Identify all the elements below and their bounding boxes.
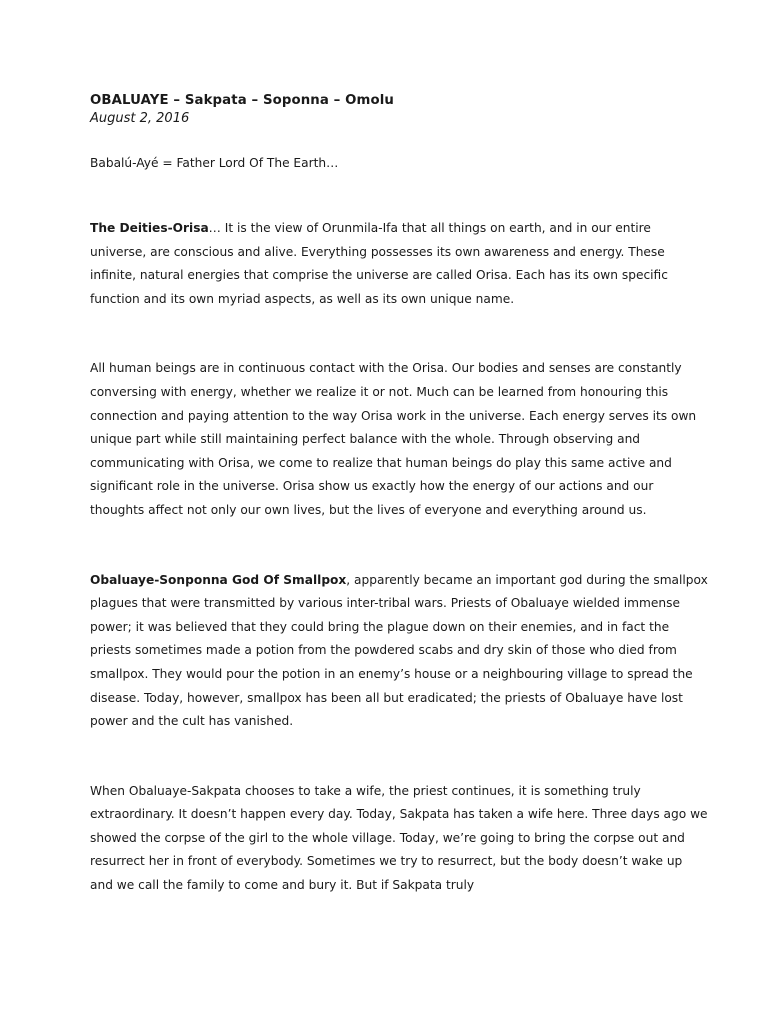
- paragraph-god-of-smallpox: [90, 569, 708, 734]
- paragraph-lead: The Deities-Orisa: [90, 221, 209, 235]
- paragraph-text: , apparently became an important god during the smallpox plagues that were transmitted by various inter-tribal wars. Priests of Obaluaye wielded immense power; it was believed that they could bring the plague down on their enemies, and in fact the priests sometimes made a potion from the powdered scabs and dry skin of those who died from smallpox. They would pour the potion in an enemy’s house or a neighbouring village to spread the disease. Today, however, smallpox has been all but eradicated; the priests of Obaluaye have lost power and the cult has vanished.: [90, 572, 708, 729]
- paragraph-deities-orisa: [90, 217, 708, 311]
- paragraph-lead: Obaluaye-Sonponna God Of Smallpox: [90, 572, 347, 587]
- document-date: August 2, 2016: [90, 111, 190, 126]
- paragraph-text: … It is the view of Orunmila-Ifa that all things on earth, and in our entire universe, are conscious and alive. Everything possesses its own awareness and energy. These infinite, natural energies that comprise the universe are called Orisa. Each has its own specific function and its own myriad aspects, as well as its own unique name.: [90, 221, 668, 306]
- document-title: OBALUAYE – Sakpata – Soponna – Omolu: [90, 93, 394, 108]
- paragraph-text: When Obaluaye-Sakpata chooses to take a wife, the priest continues, it is something truly extraordinary. It doesn’t happen every day. Today, Sakpata has taken a wife here. Three days ago we showed the corpse of the girl to the whole village. Today, we’re going to bring the corpse out and resurrect her in front of everybody. Sometimes we try to resurrect, but the body doesn’t wake up and we call the family to come and bury it. But if Sakpata truly: [90, 783, 708, 893]
- paragraph-text: All human beings are in continuous contact with the Orisa. Our bodies and senses are constantly conversing with energy, whether we realize it or not. Much can be learned from honouring this connection and paying attention to the way Orisa work in the universe. Each energy serves its own unique part while still maintaining perfect balance with the whole. Through observing and communicating with Orisa, we come to realize that human beings do play this same active and significant role in the universe. Orisa show us exactly how the energy of our actions and our thoughts affect not only our own lives, but the lives of everyone and everything around us.: [90, 361, 697, 517]
- document-subtitle: Babalú-Ayé = Father Lord Of The Earth…: [90, 156, 339, 170]
- paragraph-sakpata-wife: [90, 780, 708, 898]
- paragraph-human-beings: [90, 357, 708, 522]
